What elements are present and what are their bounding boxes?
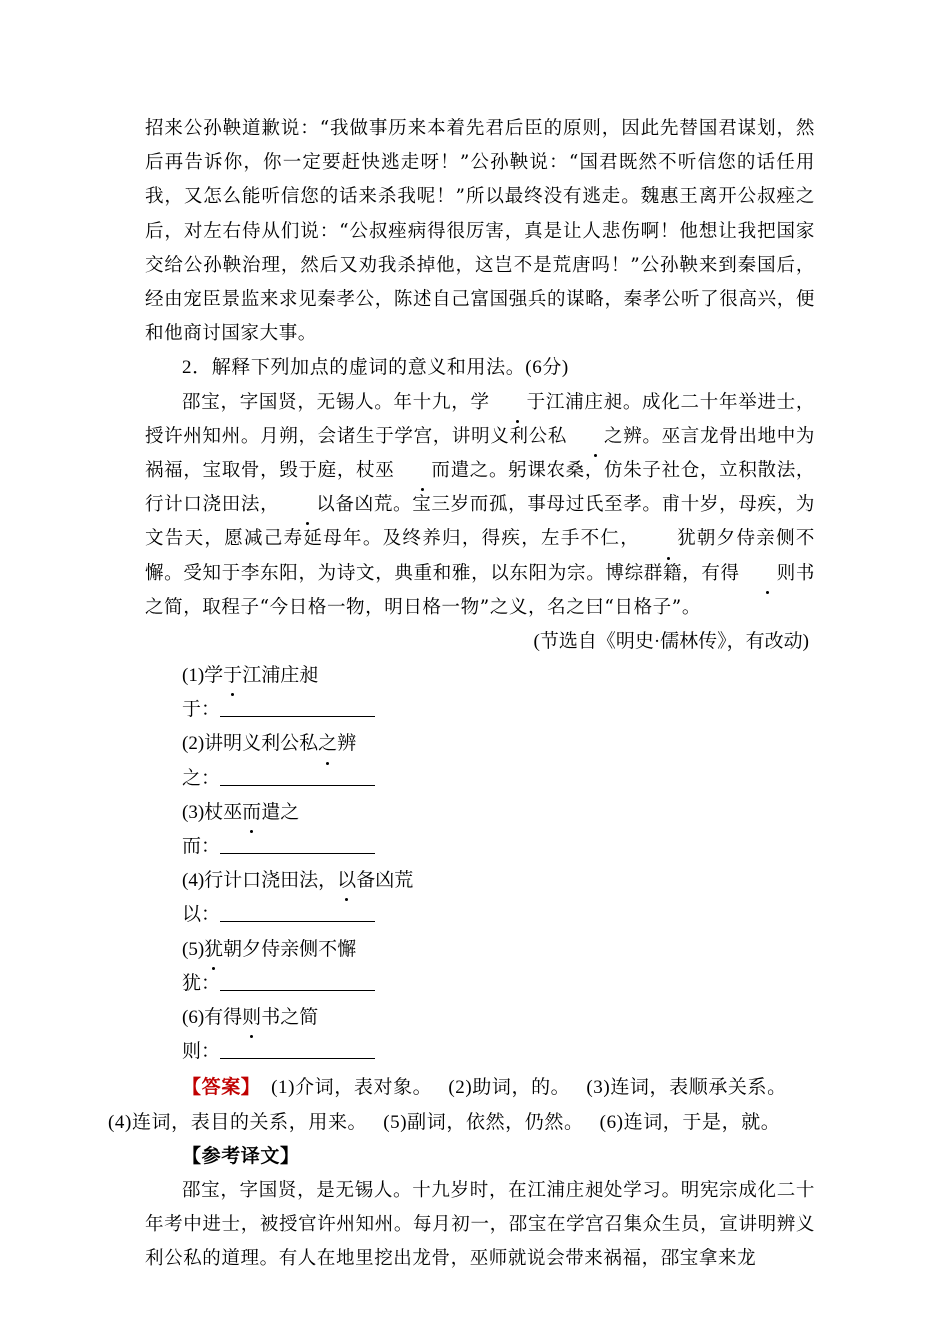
item-text: 书之简 (261, 1006, 319, 1028)
answer-6: (6)连词，于是，就。 (599, 1111, 781, 1133)
intro-translation: 招来公孙鞅道歉说：“我做事历来本着先君后臣的原则，因此先替国君谋划，然后再告诉你，你一定要赶快逃走呀！”公孙鞅说：“国君既然不听信您的话任用我，又怎么能听信您的话来杀我呢！”所以最终没有逃走。魏惠王离开公叔痤之后，对左右侍从们说：“公叔痤病得很厉害，真是让人悲伤啊！他想让我把国家交给公孙鞅治理，然后又劝我杀掉他，这岂不是荒唐吗！”公孙鞅来到秦国后，经由宠臣景监来求见秦孝公，陈述自己富国强兵的谋略，秦孝公听了很高兴，便和他商讨国家大事。 (145, 118, 815, 345)
item-text: 杖巫 (204, 801, 243, 823)
answer-blank[interactable] (220, 970, 375, 991)
question-item (182, 659, 815, 693)
answer-label: 犹： (182, 972, 221, 994)
answer-blank[interactable] (220, 765, 375, 786)
item-text: 遣之 (261, 801, 300, 823)
dotted-char: 则 (242, 1001, 261, 1035)
item-text: 讲明义利公私 (204, 733, 319, 755)
answer-blank[interactable] (220, 901, 375, 922)
answer-line (182, 693, 815, 727)
passage-text: 备凶荒。宝三岁而孤，事母过氏至孝。甫十岁，母疾，为文告天，愿减己寿延母年。及终养归，得疾，左手不仁， (145, 494, 815, 550)
reference-heading: 【参考译文】 (182, 1145, 300, 1167)
answer-line (182, 830, 815, 864)
answer-line (182, 967, 815, 1001)
dotted-char: 于 (223, 659, 242, 693)
answer-blank[interactable] (220, 1038, 375, 1059)
passage-text: 书之简，取程子“今日格一物，明日格一物”之义，名之曰“日格子”。 (145, 562, 815, 618)
dotted-char: 而 (394, 454, 450, 488)
item-text: 朝夕侍亲侧不懈 (223, 938, 357, 960)
document-page (108, 112, 815, 1277)
question-item (182, 933, 815, 967)
question-item (182, 864, 815, 898)
question-items (145, 659, 815, 1069)
answer-1: (1)介词，表对象。 (271, 1077, 433, 1099)
dotted-char: 而 (242, 796, 261, 830)
question-item (182, 796, 815, 830)
dotted-char: 犹 (204, 933, 223, 967)
answer-4: (4)连词，表目的关系，用来。 (108, 1111, 368, 1133)
dotted-char: 之 (318, 727, 337, 761)
item-number: (3) (182, 801, 205, 823)
answer-section (108, 1071, 815, 1139)
answer-line (182, 762, 815, 796)
dotted-char: 犹 (640, 522, 696, 556)
answer-blank[interactable] (220, 833, 375, 854)
answer-label: 之： (182, 767, 221, 789)
answer-label: 则： (182, 1041, 221, 1063)
passage-text: 江浦庄昶。成化二十年举进士，授许州知州。月朔，会诸生于学宫，讲明义利公私 (145, 391, 815, 447)
reference-translation: 邵宝，字国贤，是无锡人。十九岁时，在江浦庄昶处学习。明宪宗成化二十年考中进士，被授官许州知州。每月初一，邵宝在学宫召集众生员，宣讲明辨义利公私的道理。有人在地里挖出龙骨，巫师就说会带来祸福，邵宝拿来龙 (145, 1179, 815, 1270)
question-item (182, 1001, 815, 1035)
question-title: 2．解释下列加点的虚词的意义和用法。(6分) (182, 357, 569, 379)
item-number: (6) (182, 1006, 205, 1028)
passage-text: 辨。巫言龙骨出地中为祸福，宝取骨，毁于庭，杖巫 (145, 425, 815, 482)
answer-label: 而： (182, 835, 221, 857)
question-item (182, 727, 815, 761)
answer-label: 以： (182, 904, 221, 926)
item-text: 行计口浇田法， (204, 870, 338, 892)
item-text: 备凶荒 (356, 870, 414, 892)
passage-text: 朝夕侍亲侧不懈。受知于李东阳，为诗文，典重和雅，以东阳为宗。博综群籍，有得 (145, 528, 815, 584)
passage-source: (节选自《明史·儒林传》，有改动) (533, 631, 809, 653)
answer-line (182, 1035, 815, 1069)
answer-blank[interactable] (220, 696, 375, 717)
item-number: (4) (182, 870, 205, 892)
dotted-char: 以 (337, 864, 356, 898)
answer-tag: 【答案】 (182, 1077, 261, 1099)
dotted-char: 则 (740, 557, 796, 591)
passage-text: 邵宝，字国贤，无锡人。年十九，学 (182, 391, 490, 413)
answer-3: (3)连词，表顺承关系。 (586, 1077, 787, 1099)
answer-2: (2)助词，的。 (448, 1077, 571, 1099)
item-number: (2) (182, 733, 205, 755)
dotted-char: 以 (279, 488, 335, 522)
item-text: 有得 (204, 1006, 243, 1028)
answer-line (182, 898, 815, 932)
answer-label: 于： (182, 699, 221, 721)
dotted-char: 于 (490, 386, 546, 420)
passage-text: 遣之。躬课农桑，仿朱子社仓，立积散法，行计口浇田法， (145, 460, 815, 516)
answer-5: (5)副词，依然，仍然。 (383, 1111, 584, 1133)
item-number: (1) (182, 665, 205, 687)
item-number: (5) (182, 938, 205, 960)
dotted-char: 之 (567, 420, 623, 454)
item-text: 辨 (337, 733, 357, 755)
item-text: 学 (204, 665, 224, 687)
classical-passage (145, 386, 815, 625)
item-text: 江浦庄昶 (242, 665, 319, 687)
